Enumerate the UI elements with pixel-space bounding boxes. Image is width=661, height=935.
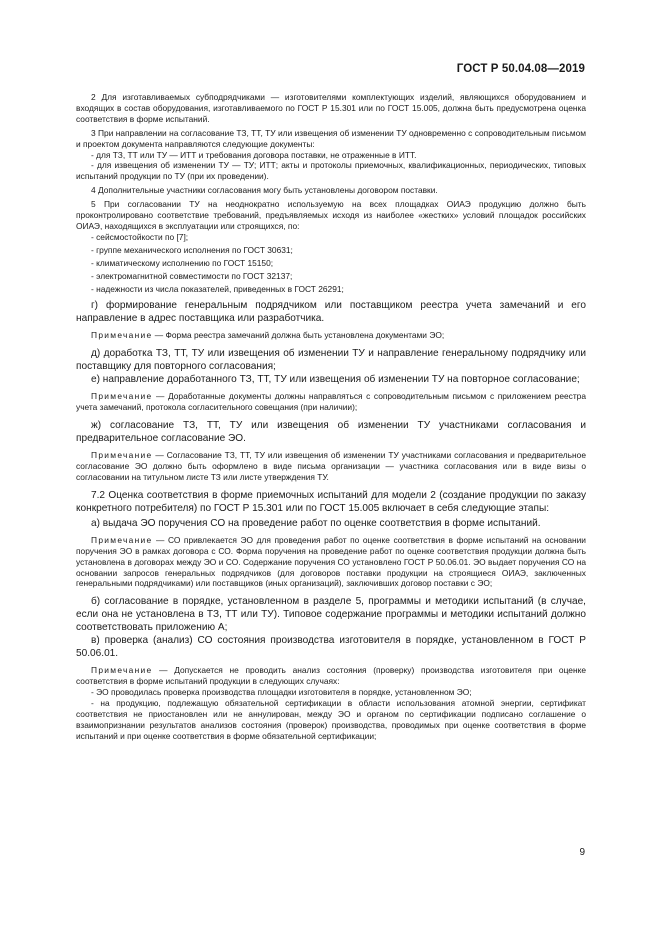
item-d: д) доработка ТЗ, ТТ, ТУ или извещения об изменении ТУ и направление генеральному подрядчику или поставщику для повторного согласования;	[76, 348, 586, 373]
note-label: Примечание	[91, 665, 153, 676]
item-zh: ж) согласование ТЗ, ТТ, ТУ или извещения об изменении ТУ участниками согласования и предварительное согласование ЭО.	[76, 420, 586, 445]
note-text: — Доработанные документы должны направляться с сопроводительным письмом с приложением реестра учета замечаний, протокола согласительного совещания (при наличии);	[76, 391, 586, 413]
note-label: Примечание	[91, 534, 153, 545]
item-b: б) согласование в порядке, установленном в разделе 5, программы и методики испытаний (в случае, если она не установлена в ТЗ, ТТ или ТУ). Типовое содержание программы и методики испытаний должно соответствовать приложению А;	[76, 596, 586, 634]
item-e: е) направление доработанного ТЗ, ТТ, ТУ или извещения об изменении ТУ на повторное согласование;	[91, 374, 580, 386]
document-code-header: ГОСТ Р 50.04.08—2019	[456, 63, 585, 75]
list-item: - надежности из числа показателей, приведенных в ГОСТ 26291;	[91, 283, 344, 294]
note-paragraph-3: 3 При направлении на согласование ТЗ, ТТ, ТУ или извещения об изменении ТУ одновременно с сопроводительным письмом и проектом документа направляются следующие документы:	[76, 127, 586, 149]
list-item: - для ТЗ, ТТ или ТУ — ИТТ и требования договора поставки, не отраженные в ИТТ.	[91, 149, 417, 160]
list-item: - сейсмостойкости по [7];	[91, 231, 189, 242]
note-zh	[76, 450, 586, 483]
item-v: в) проверка (анализ) СО состояния производства изготовителя в порядке, установленном в ГОСТ Р 50.06.01.	[76, 635, 586, 660]
note-text: — Допускается не проводить анализ состояния (проверку) производства изготовителя при оценке соответствия в форме испытаний продукции в следующих случаях:	[76, 665, 586, 687]
list-item: - для извещения об изменении ТУ — ТУ; ИТТ; акты и протоколы приемочных, квалификационных, периодических, типовых испытаний продукции по ТУ (при их проведении).	[76, 160, 586, 182]
note-label: Примечание	[91, 450, 153, 461]
note-text: — Согласование ТЗ, ТТ, ТУ или извещения об изменении ТУ участниками согласования и предварительное согласование ЭО должно быть оформлено в виде письма организации — участника согласования или в виде визы о согласовании на титульном листе ТЗ или листе утверждения ТУ.	[76, 450, 586, 482]
item-a: а) выдача ЭО поручения СО на проведение работ по оценке соответствия в форме испытаний.	[91, 517, 541, 529]
note-v	[76, 665, 586, 687]
item-g: г) формирование генеральным подрядчиком или поставщиком реестра учета замечаний и его направление в адрес поставщика или разработчика.	[76, 300, 586, 325]
list-item: - на продукцию, подлежащую обязательной сертификации в области использования атомной энергии, сертификат соответствия не приостановлен или не аннулирован, между ЭО и органом по сертификации подписано соглашение о взаимопризнании результатов анализов состояния (проверок) производства, проводимых при оценке соответствия в форме испытаний и при оценке соответствия в форме обязательной сертификации;	[76, 698, 586, 741]
note-g	[76, 330, 586, 341]
note-a	[76, 535, 586, 590]
note-paragraph-5: 5 При согласовании ТУ на неоднократно используемую на всех площадках ОИАЭ продукцию должно быть проконтролировано соответствие требований, предъявляемых исходя из наиболее «жестких» условий площадок российских ОИАЭ, находящихся в эксплуатации или строящихся, по:	[76, 199, 586, 231]
list-item: - климатическому исполнению по ГОСТ 15150;	[91, 257, 274, 268]
note-text: — Форма реестра замечаний должна быть установлена документами ЭО;	[152, 330, 445, 341]
note-paragraph-2: 2 Для изготавливаемых субподрядчиками — изготовителями комплектующих изделий, являющихся оборудованием и входящих в состав оборудования, изготавливаемого по ГОСТ Р 15.301 или по ГОСТ 15.005, должна быть предусмотрена оценка соответствия в форме испытаний.	[76, 92, 586, 124]
list-item: - электромагнитной совместимости по ГОСТ 32137;	[91, 270, 293, 281]
page-content	[76, 92, 586, 742]
note-label: Примечание	[91, 391, 153, 402]
note-label: Примечание	[91, 330, 153, 341]
list-item: - группе механического исполнения по ГОСТ 30631;	[91, 244, 293, 255]
note-text: — СО привлекается ЭО для проведения работ по оценке соответствия в форме испытаний на основании поручения ЭО в рамках договора с СО. Форма поручения на проведение работ по оценке соответствия продукции должна быть установлена в договорах между ЭО и СО. Содержание поручения СО установлено ГОСТ Р 50.06.01. ЭО выдает поручения СО на основании запросов генеральных подрядчиков (для договоров поставки продукции на строящиеся ОИАЭ, заключенных генеральными подрядчиками) или поставщиков (иных организаций), заключивших договор поставки с ЭО;	[76, 534, 586, 589]
note-e	[76, 391, 586, 413]
note-paragraph-4: 4 Дополнительные участники согласования могу быть установлены договором поставки.	[91, 185, 438, 196]
page-number: 9	[579, 847, 585, 858]
list-item: - ЭО проводилась проверка производства площадки изготовителя в порядке, установленном ЭО;	[91, 687, 472, 698]
section-7-2: 7.2 Оценка соответствия в форме приемочных испытаний для модели 2 (создание продукции по заказу конкретного потребителя) по ГОСТ Р 15.301 или по ГОСТ 15.005 включает в себя следующие этапы:	[76, 489, 586, 514]
